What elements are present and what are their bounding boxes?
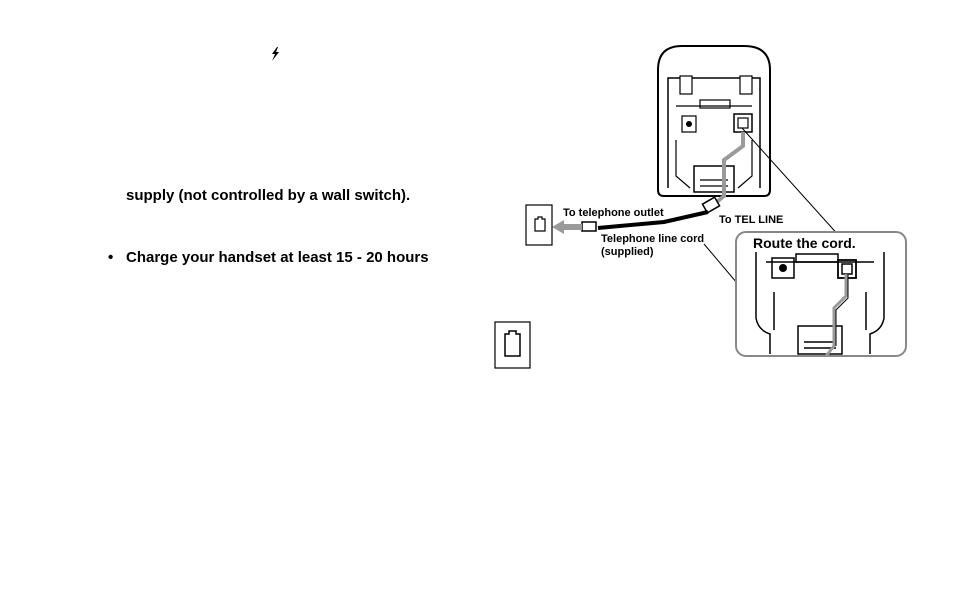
arrow-to-outlet <box>552 220 582 234</box>
telephone-outlet <box>526 205 552 245</box>
label-route-cord: Route the cord. <box>753 235 856 251</box>
label-line-cord: Telephone line cord <box>601 233 705 245</box>
charge-text: Charge your handset at least 15 - 20 hours <box>126 249 429 266</box>
supply-text: supply (not controlled by a wall switch). <box>126 187 411 204</box>
telephone-jack-icon <box>495 322 530 368</box>
label-to-outlet: To telephone outlet <box>563 207 664 219</box>
bullet: • <box>108 249 114 266</box>
base-unit <box>658 46 770 196</box>
label-supplied: (supplied) <box>601 246 654 258</box>
modular-plug-outlet <box>582 222 596 231</box>
label-to-tel-line: To TEL LINE <box>719 214 784 226</box>
